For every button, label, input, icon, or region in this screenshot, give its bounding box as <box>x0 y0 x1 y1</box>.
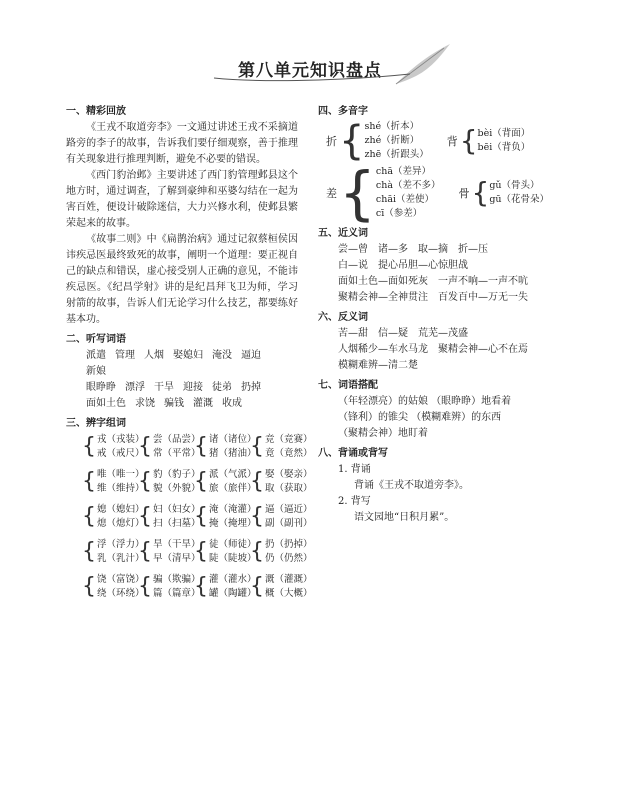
polyphone-char: 折 <box>326 135 337 148</box>
char-pair <box>250 432 313 462</box>
reading: zhé（折断） <box>364 135 420 146</box>
title-swirl-decoration <box>212 68 412 82</box>
reading: shé（折本） <box>364 121 420 132</box>
antonym-line <box>318 326 558 342</box>
recite-item-number: 1. 背诵 <box>338 464 371 475</box>
pair-word: 豹（豹子） <box>153 469 201 480</box>
brace-icon: { <box>471 176 490 209</box>
reading: chāi（差使） <box>375 194 435 205</box>
section-heading-distinguish: 三、辨字组词 <box>66 418 126 429</box>
pair-word: 貌（外貌） <box>153 483 201 494</box>
pair-word: 罐（陶罐） <box>209 588 257 599</box>
recite-item-text: 背诵《王戎不取道旁李》。 <box>354 480 469 491</box>
char-pair <box>82 537 145 567</box>
word: 娶媳妇 <box>173 350 203 361</box>
char-pair <box>138 502 201 532</box>
pair-word: 竟（竟然） <box>265 448 313 459</box>
word: 新娘 <box>86 366 106 377</box>
pair-word: 旅（旅伴） <box>209 483 257 494</box>
brace-icon: { <box>339 159 376 227</box>
word: 扔掉 <box>241 382 261 393</box>
left-column <box>66 100 313 607</box>
brace-icon: { <box>138 539 152 564</box>
synonym-line <box>318 274 558 290</box>
pair-row <box>82 432 313 462</box>
polyphone-group <box>318 159 558 227</box>
brace-icon: { <box>194 539 208 564</box>
collocation-line: （锋利）的锥尖 （模糊难辨）的东西 <box>338 412 502 423</box>
pair-word: 早（清早） <box>153 553 201 564</box>
pair-word: 浮（浮力） <box>97 539 145 550</box>
brace-icon: { <box>459 124 478 157</box>
synonym-pair: 聚精会神—全神贯注 <box>338 292 428 303</box>
synonym-pair: 尝—曾 <box>338 244 368 255</box>
char-pair <box>138 537 201 567</box>
page-title: 第八单元知识盘点 <box>238 61 382 81</box>
reading: chà（差不多） <box>375 180 441 191</box>
pair-word: 扫（扫墓） <box>153 518 201 529</box>
dictation-row <box>86 380 298 396</box>
brace-icon: { <box>82 539 96 564</box>
pair-word: 饶（富饶） <box>97 574 145 585</box>
pair-word: 戒（戒尺） <box>97 448 145 459</box>
polyphone-char: 背 <box>446 135 458 148</box>
reading: bèi（背面） <box>477 128 531 139</box>
synonym-pair: 诸—多 <box>378 244 408 255</box>
word: 漂浮 <box>125 382 145 393</box>
char-pair <box>138 572 201 602</box>
word: 干旱 <box>154 382 174 393</box>
antonym-pair: 荒芜—茂盛 <box>418 328 468 339</box>
reading: chā（差异） <box>375 166 432 177</box>
char-pair <box>194 537 257 567</box>
synonym-pair: 折—压 <box>458 244 488 255</box>
pair-word: 扔（扔掉） <box>265 539 313 550</box>
char-pair <box>82 467 145 497</box>
pair-row <box>82 572 313 602</box>
collocation-line: （年轻漂亮）的姑娘 （眼睁睁）地看着 <box>338 396 512 407</box>
brace-icon: { <box>82 504 96 529</box>
reading: gū（花骨朵） <box>489 194 550 205</box>
brace-icon: { <box>82 469 96 494</box>
pair-word: 熄（熄灯） <box>97 518 145 529</box>
word: 派遣 <box>86 350 106 361</box>
pair-word: 竞（竞赛） <box>265 434 313 445</box>
word: 求饶 <box>135 398 155 409</box>
antonym-pair: 聚精会神—心不在焉 <box>438 344 528 355</box>
antonym-line <box>318 358 558 374</box>
section-heading-polyphones: 四、多音字 <box>318 106 368 117</box>
char-pair <box>82 502 145 532</box>
char-pair <box>250 502 313 532</box>
word: 淹没 <box>212 350 232 361</box>
char-pair <box>194 467 257 497</box>
antonym-line <box>318 342 558 358</box>
reading: cī（参差） <box>375 208 423 219</box>
reading: bēi（背负） <box>477 142 531 153</box>
recite-item-number: 2. 背写 <box>338 496 371 507</box>
word: 骗钱 <box>164 398 184 409</box>
antonym-pair: 人烟稀少—车水马龙 <box>338 344 428 355</box>
pair-row <box>82 537 313 567</box>
word: 逼迫 <box>241 350 261 361</box>
pair-word: 概（大概） <box>265 588 313 599</box>
antonym-pair: 苦—甜 <box>338 328 368 339</box>
summary-paragraph: 《故事二则》中《扁鹊治病》通过记叙蔡桓侯因讳疾忌医最终致死的故事，阐明一个道理：要正视自己的缺点和错误，虚心接受别人正确的意见，不能讳疾忌医。《纪昌学射》讲的是纪昌拜飞卫为师，学习射箭的故事，告诉人们无论学习什么技艺，都要练好基本功。 <box>66 234 298 325</box>
pair-word: 诸（诸位） <box>209 434 257 445</box>
pair-word: 溉（灌溉） <box>265 574 313 585</box>
word: 徒弟 <box>212 382 232 393</box>
char-pair <box>250 467 313 497</box>
pair-word: 掩（掩埋） <box>209 518 257 529</box>
word: 眼睁睁 <box>86 382 116 393</box>
pair-row <box>82 467 313 497</box>
pair-word: 取（获取） <box>265 483 313 494</box>
antonym-pair: 模糊难辨—清二楚 <box>338 360 418 371</box>
section-heading-collocations: 七、词语搭配 <box>318 380 378 391</box>
brace-icon: { <box>138 434 152 459</box>
brace-icon: { <box>138 469 152 494</box>
brace-icon: { <box>82 434 96 459</box>
distinguish-pairs <box>66 432 313 602</box>
synonym-pair: 白—说 <box>338 260 368 271</box>
pair-word: 唯（唯一） <box>97 469 145 480</box>
char-pair <box>138 432 201 462</box>
dictation-row <box>86 348 298 380</box>
reading: zhē（折跟头） <box>364 149 429 160</box>
brace-icon: { <box>138 574 152 599</box>
pair-word: 媳（媳妇） <box>97 504 145 515</box>
pair-word: 淹（淹灌） <box>209 504 257 515</box>
word: 迎接 <box>183 382 203 393</box>
dictation-words <box>66 348 298 412</box>
summary-paragraph: 《王戎不取道旁李》一文通过讲述王戎不采摘道路旁的李子的故事，告诉我们要仔细观察，善于推理有关现象进行推理判断，避免不必要的错误。 <box>66 122 298 165</box>
char-pair <box>194 572 257 602</box>
polyphone-char: 差 <box>326 187 337 200</box>
word: 收成 <box>222 398 242 409</box>
char-pair <box>194 432 257 462</box>
section-heading-review: 一、精彩回放 <box>66 106 126 117</box>
char-pair <box>82 432 145 462</box>
brace-icon: { <box>194 504 208 529</box>
brace-icon: { <box>250 539 264 564</box>
antonym-pair: 信—疑 <box>378 328 408 339</box>
word: 管理 <box>115 350 135 361</box>
section-heading-synonyms: 五、近义词 <box>318 228 368 239</box>
char-pair <box>194 502 257 532</box>
pair-word: 娶（娶亲） <box>265 469 313 480</box>
synonym-pair: 提心吊胆—心惊胆战 <box>378 260 468 271</box>
brace-icon: { <box>250 574 264 599</box>
brace-icon: { <box>250 434 264 459</box>
brace-icon: { <box>250 504 264 529</box>
pair-word: 副（副刊） <box>265 518 313 529</box>
pair-word: 乳（乳汁） <box>97 553 145 564</box>
synonym-pair: 百发百中—万无一失 <box>438 292 528 303</box>
word: 灌溉 <box>193 398 213 409</box>
collocation-line: （聚精会神）地盯着 <box>338 428 428 439</box>
section-heading-antonyms: 六、反义词 <box>318 312 368 323</box>
brace-icon: { <box>194 574 208 599</box>
reading: gǔ（骨头） <box>489 180 540 191</box>
pair-word: 逼（逼近） <box>265 504 313 515</box>
pair-row <box>82 502 313 532</box>
pair-word: 尝（品尝） <box>153 434 201 445</box>
pair-word: 骗（欺骗） <box>153 574 201 585</box>
dictation-row <box>86 396 298 412</box>
synonym-pair: 面如土色—面如死灰 <box>338 276 428 287</box>
pair-word: 常（平常） <box>153 448 201 459</box>
brace-icon: { <box>194 434 208 459</box>
summary-paragraph: 《西门豹治邺》主要讲述了西门豹管理邺县这个地方时，通过调查，了解到豪绅和巫婆勾结在一起为害百姓，便设计破除迷信，大力兴修水利，使邺县繁荣起来的故事。 <box>66 170 298 229</box>
synonym-line <box>318 258 558 274</box>
char-pair <box>138 467 201 497</box>
synonym-line <box>318 242 558 258</box>
polyphone-char: 骨 <box>458 187 470 200</box>
pair-word: 陡（陡坡） <box>209 553 257 564</box>
section-heading-dictation: 二、听写词语 <box>66 334 126 345</box>
synonym-line <box>318 290 558 306</box>
brace-icon: { <box>250 469 264 494</box>
word: 人烟 <box>144 350 164 361</box>
pair-word: 猪（猪油） <box>209 448 257 459</box>
pair-word: 派（气派） <box>209 469 257 480</box>
pair-word: 徒（师徒） <box>209 539 257 550</box>
brace-icon: { <box>194 469 208 494</box>
char-pair <box>250 537 313 567</box>
polyphone-group <box>318 120 558 162</box>
pair-word: 绕（环绕） <box>97 588 145 599</box>
pair-word: 篇（篇章） <box>153 588 201 599</box>
right-column <box>318 100 558 526</box>
char-pair <box>250 572 313 602</box>
pair-word: 妇（妇女） <box>153 504 201 515</box>
brace-icon: { <box>138 504 152 529</box>
recite-item-text: 语文园地“日积月累”。 <box>354 512 455 523</box>
pair-word: 灌（灌水） <box>209 574 257 585</box>
pair-word: 戎（戎装） <box>97 434 145 445</box>
section-heading-recite: 八、背诵或背写 <box>318 448 388 459</box>
pair-word: 维（维持） <box>97 483 145 494</box>
synonym-pair: 取—摘 <box>418 244 448 255</box>
pair-word: 旱（干旱） <box>153 539 201 550</box>
word: 面如土色 <box>86 398 126 409</box>
brace-icon: { <box>339 118 365 164</box>
pair-word: 仍（仍然） <box>265 553 313 564</box>
synonym-pair: 一声不响—一声不吭 <box>438 276 528 287</box>
char-pair <box>82 572 145 602</box>
brace-icon: { <box>82 574 96 599</box>
